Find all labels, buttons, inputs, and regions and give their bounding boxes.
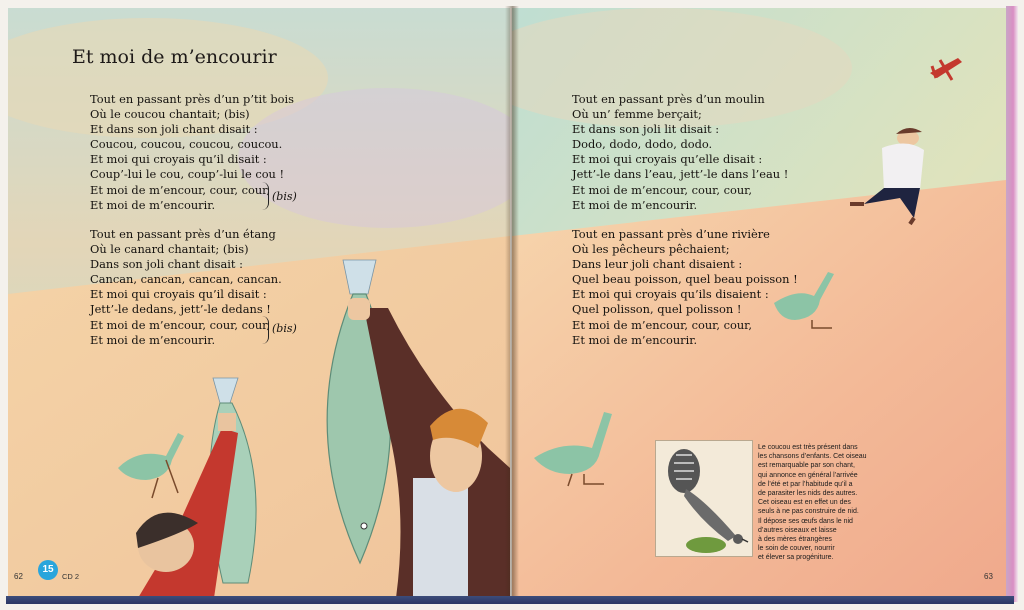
verse-line: Et moi de m’encourir. xyxy=(572,332,698,347)
repeat-brace xyxy=(262,316,269,344)
page-edge xyxy=(1006,6,1018,602)
cd-label: CD 2 xyxy=(62,572,80,581)
verse-line: Jett’-le dans l’eau, jett’-le dans l’eau ! xyxy=(572,167,789,182)
page-number-right: 63 xyxy=(984,572,993,581)
cuckoo-caption xyxy=(758,443,882,563)
verse-line: Et moi qui croyais qu’elle disait : xyxy=(572,152,763,167)
song-title: Et moi de m’encourir xyxy=(72,46,277,68)
verse-line: Et moi de m’encour, cour, cour, xyxy=(90,182,270,197)
verse-line: Où le coucou chantait; (bis) xyxy=(90,107,250,122)
verse-line: Où le canard chantait; (bis) xyxy=(90,242,249,257)
verse-line: Et moi de m’encour, cour, cour, xyxy=(90,317,270,332)
verse-line: Et moi de m’encourir. xyxy=(572,197,698,212)
cuckoo-bird-illustration xyxy=(656,441,752,556)
caption-line: de l’été et par l’habitude qu’il a xyxy=(758,480,853,488)
verse-line: Coup’-lui le cou, coup’-lui le cou ! xyxy=(90,167,285,182)
caption-line: à des mères étrangères xyxy=(758,536,832,544)
caption-line: et élever sa progéniture. xyxy=(758,554,834,562)
page-number-left: 62 xyxy=(14,572,23,581)
verse-line: Dans leur joli chant disaient : xyxy=(572,257,743,272)
caption-line: les chansons d’enfants. Cet oiseau xyxy=(758,453,867,461)
verse-line: Et moi qui croyais qu’ils disaient : xyxy=(572,287,769,302)
caption-line: d’autres oiseaux et laisse xyxy=(758,526,837,534)
verse-line: Où les pêcheurs pêchaient; xyxy=(572,242,730,257)
cuckoo-picture xyxy=(655,440,753,557)
caption-line: le soin de couver, nourrir xyxy=(758,545,835,553)
caption-line: qui annonce en général l’arrivée xyxy=(758,471,858,479)
bis-label: (bis) xyxy=(272,322,297,335)
verse-line: Tout en passant près d’un p’tit bois xyxy=(90,92,295,106)
caption-line: Cet oiseau est en effet un des xyxy=(758,499,851,507)
verse-line: Tout en passant près d’un moulin xyxy=(572,92,765,106)
caption-line: seuls à ne pas construire de nid. xyxy=(758,508,859,516)
verse-line: Et moi de m’encourir. xyxy=(90,332,216,347)
caption-line: Le coucou est très présent dans xyxy=(758,444,858,451)
verse-line: Où un’ femme berçait; xyxy=(572,107,702,122)
verse-line: Et moi qui croyais qu’il disait : xyxy=(90,152,267,167)
verse-2 xyxy=(90,227,282,348)
verse-line: Et dans son joli lit disait : xyxy=(572,122,720,137)
verse-line: Tout en passant près d’un étang xyxy=(90,227,276,241)
verse-3 xyxy=(572,92,788,213)
verse-line: Dans son joli chant disait : xyxy=(90,257,243,272)
book-cover-edge xyxy=(6,596,1014,604)
cd-track-badge: 15 xyxy=(38,560,58,580)
verse-line: Jett’-le dedans, jett’-le dedans ! xyxy=(90,302,271,317)
verse-line: Coucou, coucou, coucou, coucou. xyxy=(90,137,283,152)
verse-line: Et dans son joli chant disait : xyxy=(90,122,258,137)
book-gutter xyxy=(505,6,519,600)
caption-line: de parasiter les nids des autres. xyxy=(758,490,858,498)
repeat-brace xyxy=(262,182,269,210)
verse-line: Et moi qui croyais qu’il disait : xyxy=(90,287,267,302)
verse-line: Quel polisson, quel polisson ! xyxy=(572,302,742,317)
verse-line: Tout en passant près d’une rivière xyxy=(572,227,770,241)
verse-line: Cancan, cancan, cancan, cancan. xyxy=(90,272,282,287)
verse-line: Dodo, dodo, dodo, dodo. xyxy=(572,137,713,152)
caption-line: Il dépose ses œufs dans le nid xyxy=(758,517,853,525)
caption-line: est remarquable par son chant, xyxy=(758,462,855,470)
verse-line: Et moi de m’encour, cour, cour, xyxy=(572,182,752,197)
verse-line: Et moi de m’encourir. xyxy=(90,197,216,212)
verse-line: Quel beau poisson, quel beau poisson ! xyxy=(572,272,798,287)
verse-line: Et moi de m’encour, cour, cour, xyxy=(572,317,752,332)
verse-4 xyxy=(572,227,798,348)
bis-label: (bis) xyxy=(272,190,297,203)
